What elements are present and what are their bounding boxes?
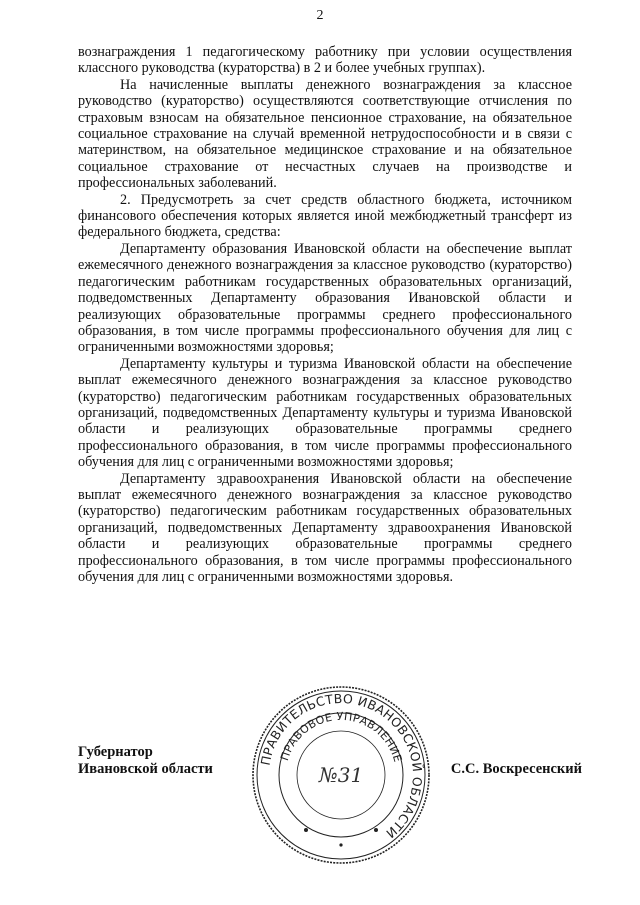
paragraph: Департаменту культуры и туризма Ивановской области на обеспечение выплат ежемесячного денежного вознаграждения за классное руководство (кураторство) педагогическим работникам государственных образовательных организаций, подведомственных Департаменту культуры и туризма Ивановской области и реализующих образовательные программы среднего профессионального образования, в том числе программы профессионального обучения для лиц с ограниченными возможностями здоровья; — [78, 355, 572, 471]
document-body — [78, 44, 572, 585]
stamp-number: №31 — [318, 763, 364, 787]
stamp-inner-text: ПРАВОВОЕ УПРАВЛЕНИЕ — [278, 709, 405, 764]
signer-title: Губернатор — [78, 744, 153, 760]
page-number: 2 — [316, 8, 324, 23]
signature-block — [78, 744, 213, 778]
official-stamp — [246, 680, 436, 870]
stamp-outer-text: ПРАВИТЕЛЬСТВО ИВАНОВСКОЙ ОБЛАСТИ — [257, 690, 426, 842]
paragraph: 2. Предусмотреть за счет средств областного бюджета, источником финансового обеспечения которых является иной межбюджетный трансферт из федерального бюджета, средства: — [78, 191, 572, 241]
stamp-graphic — [246, 680, 436, 870]
signer-name: С.С. Воскресенский — [450, 761, 582, 777]
paragraph: На начисленные выплаты денежного вознаграждения за классное руководство (кураторство) осуществляются соответствующие отчисления по страховым взносам на обязательное пенсионное страхование, на обязательное социальное страхование на случай временной нетрудоспособности и в связи с материнством, на обязательное медицинское страхование и на обязательное социальное страхование от несчастных случаев на производстве и профессиональных заболеваний. — [78, 76, 572, 192]
paragraph: Департаменту образования Ивановской области на обеспечение выплат ежемесячного денежного вознаграждения за классное руководство (кураторство) педагогическим работникам государственных образовательных организаций, подведомственных Департаменту образования Ивановской области и реализующих образовательные программы среднего профессионального образования, в том числе программы профессионального обучения для лиц с ограниченными возможностями здоровья; — [78, 240, 572, 356]
paragraph: вознаграждения 1 педагогическому работнику при условии осуществления классного руководства (кураторства) в 2 и более учебных группах). — [78, 44, 572, 77]
paragraph: Департаменту здравоохранения Ивановской области на обеспечение выплат ежемесячного денежного вознаграждения за классное руководство (кураторство) педагогическим работникам государственных образовательных организаций, подведомственных Департаменту здравоохранения Ивановской области и реализующих образовательные программы среднего профессионального образования, в том числе программы профессионального обучения для лиц с ограниченными возможностями здоровья. — [78, 470, 572, 585]
signer-region: Ивановской области — [78, 761, 213, 777]
